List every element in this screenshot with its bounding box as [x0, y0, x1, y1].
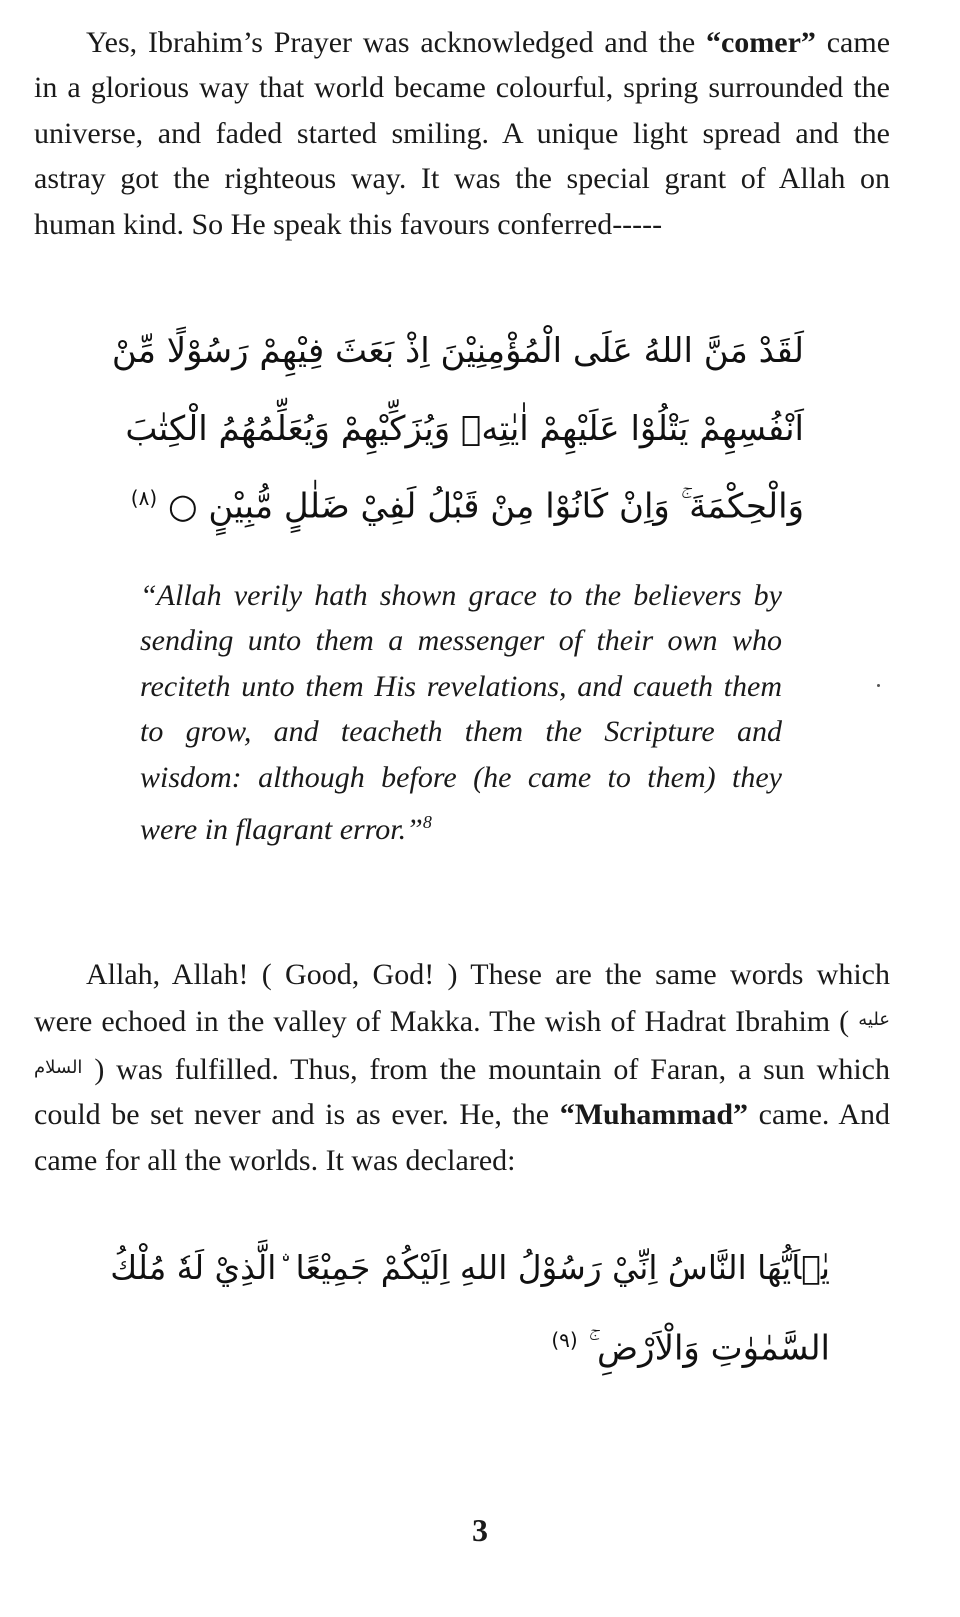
paragraph-2-text-middle: ) was fulfilled. Thus, from the mountain of Faran, a sun which could be set never and is as ever. He, the [34, 1052, 890, 1132]
page-number: 3 [472, 1512, 488, 1548]
arabic-verse-1-line-3 [130, 486, 804, 527]
arabic-verse-2-reference: (٩) [551, 1328, 578, 1352]
verse-translation [140, 573, 782, 852]
paragraph-1-bold-comer: “comer” [705, 26, 816, 59]
arabic-verse-1-reference: (٨) [130, 486, 158, 510]
arabic-verse-2-line-2 [551, 1328, 830, 1369]
paragraph-2-text-start: Allah, Allah! ( Good, God! ) These are the same words which were echoed in the valley of Makka. The wish of Hadrat Ibrahim ( [34, 958, 890, 1039]
arabic-verse-2-line-2-text: السَّمٰوٰتِ وَالْاَرْضِ ۚ [588, 1328, 830, 1369]
paragraph-1-text-end: came in a glorious way that world became colourful, spring surrounded the universe, and faded started smiling. A unique light spread and the astray got the righteous way. It was the special grant of Allah on human kind. So He speak this favours conferred----- [34, 26, 891, 241]
paragraph-1-text-start: Yes, Ibrahim’s Prayer was acknowledged and the [86, 26, 696, 59]
arabic-verse-1-line-2: اَنْفُسِهِمْ يَتْلُوْا عَلَيْهِمْ اٰيٰتِهٖ وَيُزَكِّيْهِمْ وَيُعَلِّمُهُمُ الْكِتٰبَ [125, 409, 804, 449]
arabic-verse-1-line-3-text: وَالْحِكْمَةَ ۚ وَاِنْ كَانُوْا مِنْ قَبْلُ لَفِيْ ضَلٰلٍ مُّبِيْنٍ ○ [167, 486, 804, 527]
print-speck [877, 684, 880, 687]
paragraph-2-bold-muhammad: “Muhammad” [559, 1098, 749, 1132]
arabic-verse-1-line-1: لَقَدْ مَنَّ اللهُ عَلَى الْمُؤْمِنِيْنَ اِذْ بَعَثَ فِيْهِمْ رَسُوْلًا مِّنْ [111, 331, 804, 371]
arabic-verse-2-line-1: يٰۤاَيُّهَا النَّاسُ اِنِّيْ رَسُوْلُ اللهِ اِلَيْكُمْ جَمِيْعًا ۨالَّذِيْ لَهٗ مُلْكُ [110, 1249, 830, 1287]
paragraph-2-text-end: came. And came for all the worlds. It was declared: [34, 1098, 891, 1177]
paragraph-1 [34, 20, 890, 247]
paragraph-2 [34, 952, 890, 1183]
honorific-calligraphy: عليه السلام [34, 1009, 891, 1078]
footnote-marker: 8 [422, 812, 432, 833]
verse-translation-text: “Allah verily hath shown grace to the believers by sending unto them a messenger of their own who reciteth unto them His revelations, and caueth them to grow, and teacheth them the Scripture and wisdom: although before (he came to them) they were in flagrant error.” [140, 579, 782, 847]
